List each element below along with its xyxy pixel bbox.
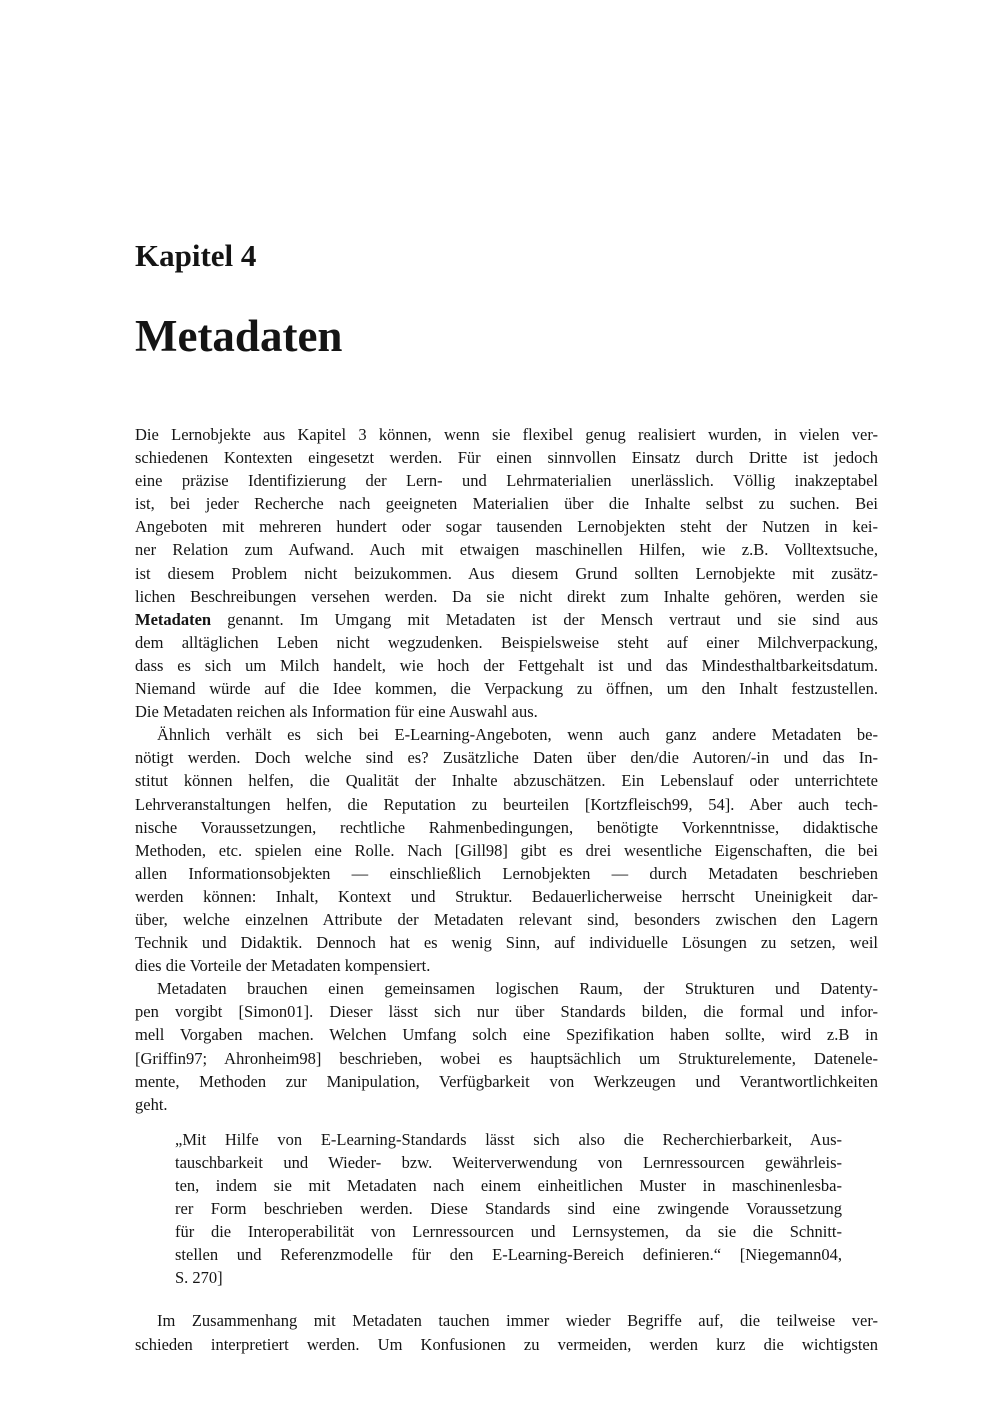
body-text [135,423,878,1356]
text-line: stellen und Referenzmodelle für den E-Learning-Bereich definieren.“ [Niegemann04, [175,1245,842,1265]
page-content [135,238,878,1356]
text-line: geht. [135,1094,168,1114]
text-line: dass es sich um Milch handelt, wie hoch der Fettgehalt ist und das Mindesthaltbarkeitsdatum. [135,655,878,675]
text-line: ner Relation zum Aufwand. Auch mit etwaigen maschinellen Hilfen, wie z.B. Volltextsuche, [135,540,878,560]
text-line: lichen Beschreibungen versehen werden. Da sie nicht direkt zum Inhalte gehören, werden sie [135,586,878,606]
paragraph [135,977,878,1116]
text-line: ten, indem sie mit Metadaten nach einem einheitlichen Muster in maschinenlesba- [175,1176,842,1195]
text-line: mente, Methoden zur Manipulation, Verfügbarkeit von Werkzeugen und Verantwortlichkeiten [135,1071,878,1091]
text-line: Die Lernobjekte aus Kapitel 3 können, wenn sie flexibel genug realisiert wurden, in vielen ver- [135,425,878,444]
text-line: über, welche einzelnen Attribute der Metadaten relevant sind, besonders zwischen den Lagern [135,909,878,929]
text-line: schieden interpretiert werden. Um Konfusionen zu vermeiden, werden kurz die wichtigsten [135,1334,878,1354]
text-line: ist, bei jeder Recherche nach geeigneten Materialien über die Inhalte selbst zu suchen. Bei [135,494,878,514]
text-line: schiedenen Kontexten eingesetzt werden. Für einen sinnvollen Einsatz durch Dritte ist jedoch [135,448,878,468]
text-line: Technik und Didaktik. Dennoch hat es wenig Sinn, auf individuelle Lösungen zu setzen, weil [135,933,878,953]
text-line: Die Metadaten reichen als Information für eine Auswahl aus. [135,702,538,722]
paragraph [135,723,878,977]
chapter-number: Kapitel 4 [135,238,257,273]
text-line: Angeboten mit mehreren hundert oder sogar tausenden Lernobjekten steht der Nutzen in kei- [135,517,878,537]
text-line: Methoden, etc. spielen eine Rolle. Nach [Gill98] gibt es drei wesentliche Eigenschaften, die bei [135,840,878,860]
text-line: ist diesem Problem nicht beizukommen. Aus diesem Grund sollten Lernobjekte mit zusätz- [135,563,878,583]
text-line: Metadaten brauchen einen gemeinsamen logischen Raum, der Strukturen und Datenty- [157,979,878,999]
text-line: nötigt werden. Doch welche sind es? Zusätzliche Daten über den/die Autoren/-in und das In- [135,748,878,768]
text-line: [Griffin97; Ahronheim98] beschrieben, wobei es hauptsächlich um Strukturelemente, Datenele- [135,1048,878,1068]
text-line: Im Zusammenhang mit Metadaten tauchen immer wieder Begriffe auf, die teilweise ver- [157,1311,878,1331]
paragraph [135,1309,878,1355]
text-line: Niemand würde auf die Idee kommen, die Verpackung zu öffnen, um den Inhalt festzustellen. [135,679,878,699]
text-line: „Mit Hilfe von E-Learning-Standards lässt sich also die Recherchierbarkeit, Aus- [175,1129,842,1149]
text-line: nische Voraussetzungen, rechtliche Rahmenbedingungen, benötigte Vorkenntnisse, didaktische [135,817,878,837]
text-line: dies die Vorteile der Metadaten kompensiert. [135,956,431,976]
block-quote [175,1128,842,1290]
text-line: werden können: Inhalt, Kontext und Struktur. Bedauerlicherweise herrscht Uneinigkeit dar- [135,886,878,906]
text-line: S. 270] [175,1268,223,1288]
text-line: Metadaten genannt. Im Umgang mit Metadaten ist der Mensch vertraut und sie sind aus [135,609,878,629]
text-line: eine präzise Identifizierung der Lern- und Lehrmaterialien unerlässlich. Völlig inakzeptabel [135,471,878,491]
text-line: pen vorgibt [Simon01]. Dieser lässt sich nur über Standards bilden, die formal und infor- [135,1002,878,1022]
text-line: rer Form beschrieben werden. Diese Standards sind eine zwingende Voraussetzung [175,1199,842,1219]
text-line: tauschbarkeit und Wieder- bzw. Weiterverwendung von Lernressourcen gewährleis- [175,1152,842,1172]
text-line: Ähnlich verhält es sich bei E-Learning-Angeboten, wenn auch ganz andere Metadaten be- [157,725,878,745]
text-line: Lehrveranstaltungen helfen, die Reputation zu beurteilen [Kortzfleisch99, 54]. Aber auch tech- [135,794,878,814]
text-line: allen Informationsobjekten — einschließlich Lernobjekten — durch Metadaten beschrieben [135,863,878,883]
text-line: für die Interoperabilität von Lernressourcen und Lernsystemen, da sie die Schnitt- [175,1222,842,1242]
chapter-title: Metadaten [135,311,343,361]
text-line: mell Vorgaben machen. Welchen Umfang solch eine Spezifikation haben sollte, wird z.B in [135,1025,878,1045]
text-line: stitut können helfen, die Qualität der Inhalte abzuschätzen. Ein Lebenslauf oder unterrichtete [135,771,878,791]
paragraph [135,423,878,723]
text-line: dem alltäglichen Leben nicht wegzudenken. Beispielsweise steht auf einer Milchverpackung, [135,632,878,652]
